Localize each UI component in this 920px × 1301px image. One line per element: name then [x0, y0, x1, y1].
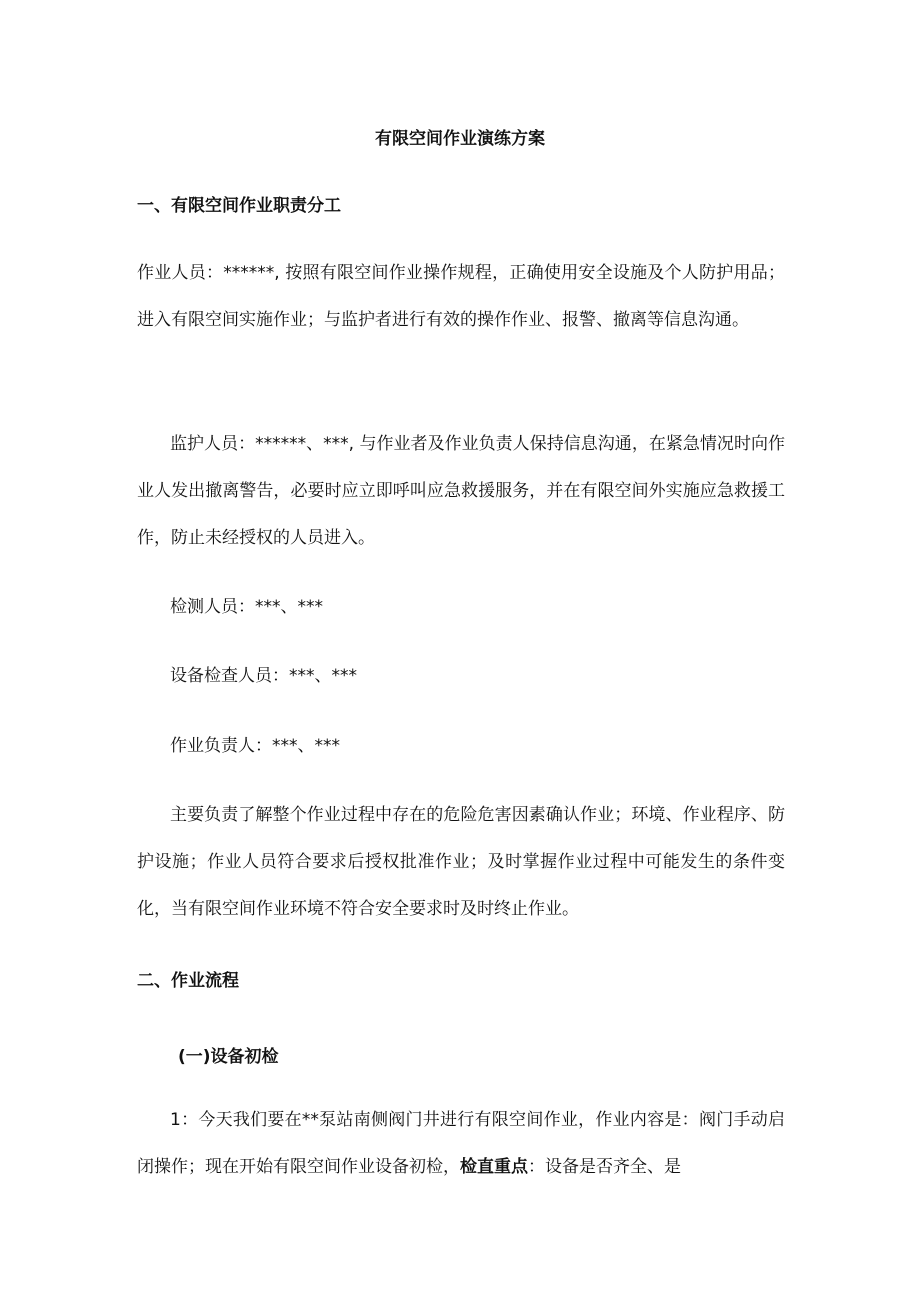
- step1-text-b: ：设备是否齐全、是: [528, 1157, 681, 1177]
- paragraph-worker: 作业人员：******, 按照有限空间作业操作规程，正确使用安全设施及个人防护用品；进入有限空间实施作业；与监护者进行有效的操作作业、报警、撤离等信息沟通。: [137, 263, 785, 330]
- paragraph-leader-duty: 主要负责了解整个作业过程中存在的危险危害因素确认作业；环境、作业程序、防护设施；作业人员符合要求后授权批准作业；及时掌握作业过程中可能发生的条件变化，当有限空间作业环境不符合安全要求时及时终止作业。: [137, 805, 785, 919]
- document-title: 有限空间作业演练方案: [375, 129, 545, 149]
- subsection-heading-equipment-check: (一)设备初检: [178, 1047, 279, 1067]
- paragraph-leader: 作业负责人：***、***: [170, 736, 340, 756]
- paragraph-equipment-checker: 设备检查人员：***、***: [170, 666, 357, 686]
- step1-bold-key: 检直重点: [460, 1157, 528, 1177]
- paragraph-guardian: 监护人员：******、***, 与作业者及作业负责人保持信息沟通，在紧急情况时向作业人发出撤离警告，必要时应立即呼叫应急救援服务，并在有限空间外实施应急救援工作，防止未经授权的人员进入。: [137, 434, 785, 548]
- step1-text-a: 1：今天我们要在**泵站南侧阀门井进行有限空间作业，作业内容是：阀门手动启闭操作；现在开始有限空间作业设备初检，: [137, 1110, 785, 1177]
- paragraph-detector: 检测人员：***、***: [170, 597, 323, 617]
- section-heading-responsibilities: 一、有限空间作业职责分工: [137, 196, 341, 216]
- section-heading-workflow: 二、作业流程: [137, 971, 239, 991]
- paragraph-step1: [137, 1097, 785, 1191]
